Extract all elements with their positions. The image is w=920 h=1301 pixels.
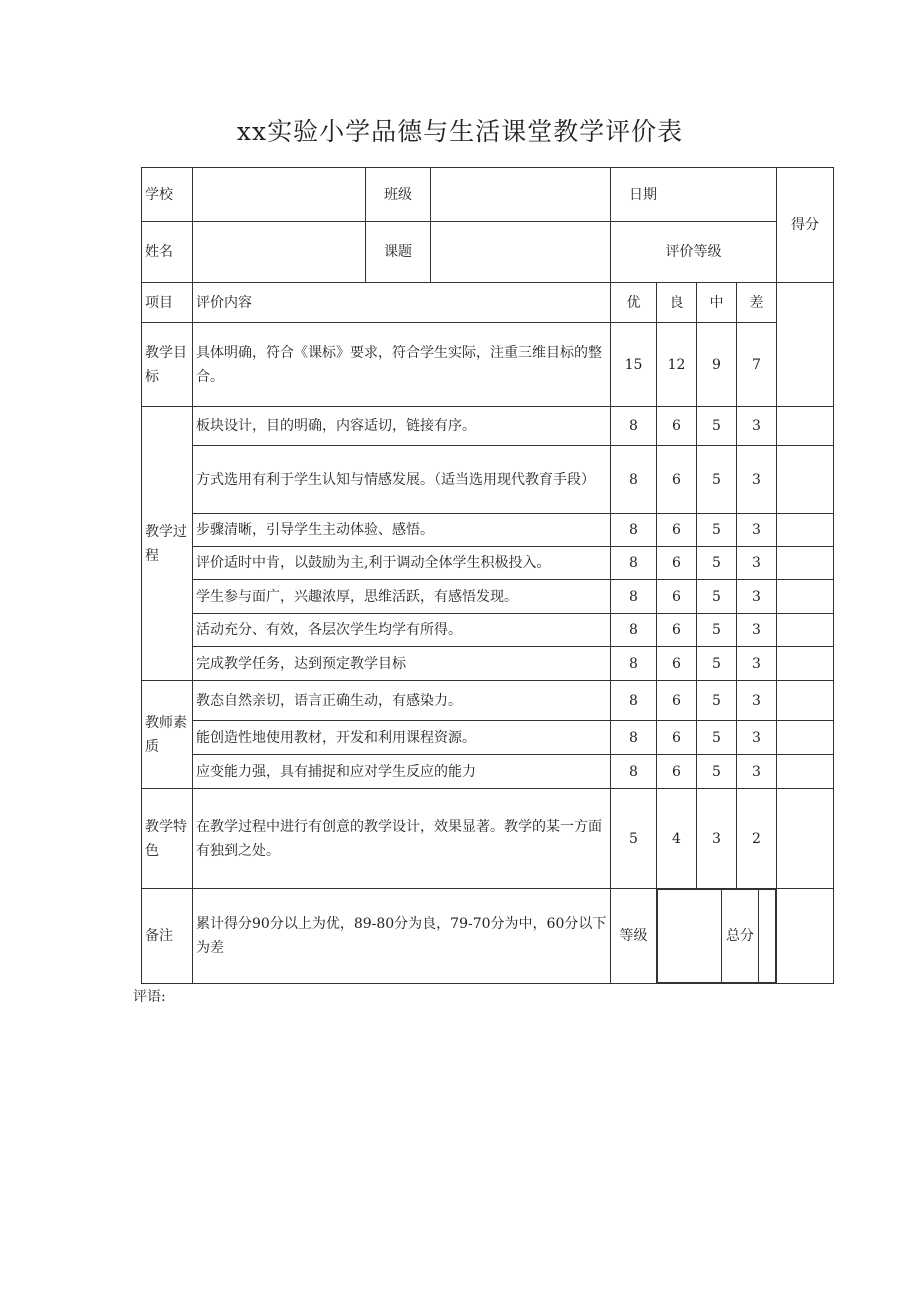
spacer	[759, 890, 776, 983]
score-excellent: 8	[611, 407, 657, 446]
score-poor: 3	[737, 547, 777, 580]
criterion-text: 应变能力强，具有捕捉和应对学生反应的能力	[193, 755, 611, 789]
score-medium: 9	[697, 323, 737, 407]
grade-level-label: 评价等级	[611, 222, 777, 283]
score-excellent: 15	[611, 323, 657, 407]
score-input[interactable]	[777, 755, 834, 789]
total-input[interactable]	[777, 889, 834, 984]
score-poor: 3	[737, 514, 777, 547]
table-row	[142, 681, 834, 721]
score-input[interactable]	[777, 580, 834, 614]
page-title: xx实验小学品德与生活课堂教学评价表	[236, 117, 684, 146]
grade-total-cell	[657, 889, 777, 984]
grade-total-subtable	[657, 889, 776, 983]
school-label: 学校	[142, 168, 193, 222]
date-label: 日期	[629, 186, 657, 203]
score-good: 6	[657, 580, 697, 614]
score-excellent: 8	[611, 755, 657, 789]
criterion-text: 完成教学任务，达到预定教学目标	[193, 647, 611, 681]
section-label-teacher: 教师素质	[142, 681, 193, 789]
score-excellent: 8	[611, 721, 657, 755]
score-good: 6	[657, 721, 697, 755]
comment-label: 评语:	[133, 989, 166, 1005]
section-label-goal: 教学目标	[142, 323, 193, 407]
name-input[interactable]	[193, 222, 366, 283]
remark-row	[142, 889, 834, 984]
criterion-text: 在教学过程中进行有创意的教学设计，效果显著。教学的某一方面有独到之处。	[193, 789, 611, 889]
score-good: 6	[657, 407, 697, 446]
col-good: 良	[657, 283, 697, 323]
score-input[interactable]	[777, 514, 834, 547]
score-good: 6	[657, 547, 697, 580]
score-medium: 5	[697, 614, 737, 647]
class-input[interactable]	[431, 168, 611, 222]
criterion-text: 板块设计，目的明确，内容适切，链接有序。	[193, 407, 611, 446]
criterion-text: 步骤清晰，引导学生主动体验、感悟。	[193, 514, 611, 547]
table-row	[142, 789, 834, 889]
header-row-school	[142, 168, 834, 222]
col-poor: 差	[737, 283, 777, 323]
table-row	[142, 446, 834, 514]
score-medium: 5	[697, 580, 737, 614]
evaluation-table	[141, 167, 834, 984]
score-input[interactable]	[777, 721, 834, 755]
score-medium: 5	[697, 514, 737, 547]
col-medium: 中	[697, 283, 737, 323]
score-poor: 7	[737, 323, 777, 407]
criterion-text: 教态自然亲切，语言正确生动，有感染力。	[193, 681, 611, 721]
score-input[interactable]	[777, 547, 834, 580]
score-cell-goal[interactable]	[777, 283, 834, 407]
score-input[interactable]	[777, 647, 834, 681]
score-medium: 5	[697, 446, 737, 514]
score-medium: 5	[697, 407, 737, 446]
col-item: 项目	[142, 283, 193, 323]
table-row	[142, 721, 834, 755]
score-poor: 3	[737, 446, 777, 514]
topic-label: 课题	[366, 222, 431, 283]
table-row	[142, 647, 834, 681]
score-good: 6	[657, 446, 697, 514]
table-row	[142, 580, 834, 614]
score-input[interactable]	[777, 446, 834, 514]
criterion-text: 学生参与面广，兴趣浓厚，思维活跃，有感悟发现。	[193, 580, 611, 614]
score-poor: 2	[737, 789, 777, 889]
score-excellent: 8	[611, 614, 657, 647]
score-poor: 3	[737, 407, 777, 446]
score-excellent: 5	[611, 789, 657, 889]
header-row-name	[142, 222, 834, 283]
score-good: 12	[657, 323, 697, 407]
section-label-feature: 教学特色	[142, 789, 193, 889]
class-label: 班级	[366, 168, 431, 222]
score-poor: 3	[737, 755, 777, 789]
score-medium: 5	[697, 681, 737, 721]
score-input[interactable]	[777, 407, 834, 446]
score-label: 得分	[777, 168, 834, 283]
column-heading-row	[142, 283, 834, 323]
school-input[interactable]	[193, 168, 366, 222]
criterion-text: 评价适时中肯，以鼓励为主,利于调动全体学生积极投入。	[193, 547, 611, 580]
score-medium: 5	[697, 547, 737, 580]
criterion-text: 方式选用有利于学生认知与情感发展。（适当选用现代教育手段）	[193, 446, 611, 514]
remark-label: 备注	[142, 889, 193, 984]
score-medium: 3	[697, 789, 737, 889]
table-row	[142, 407, 834, 446]
score-excellent: 8	[611, 580, 657, 614]
score-poor: 3	[737, 647, 777, 681]
table-row	[142, 614, 834, 647]
score-excellent: 8	[611, 514, 657, 547]
grade-input[interactable]	[658, 890, 722, 983]
topic-input[interactable]	[431, 222, 611, 283]
score-medium: 5	[697, 721, 737, 755]
date-cell[interactable]	[611, 168, 777, 222]
score-medium: 5	[697, 755, 737, 789]
score-excellent: 8	[611, 647, 657, 681]
remark-text: 累计得分90分以上为优，89-80分为良，79-70分为中，60分以下为差	[193, 889, 611, 984]
name-label: 姓名	[142, 222, 193, 283]
score-excellent: 8	[611, 681, 657, 721]
score-good: 6	[657, 681, 697, 721]
score-medium: 5	[697, 647, 737, 681]
table-row	[142, 547, 834, 580]
score-good: 4	[657, 789, 697, 889]
section-label-process: 教学过程	[142, 407, 193, 681]
grade-label: 等级	[611, 889, 657, 984]
table-row	[142, 514, 834, 547]
score-good: 6	[657, 647, 697, 681]
total-label: 总分	[722, 890, 759, 983]
score-poor: 3	[737, 681, 777, 721]
score-good: 6	[657, 755, 697, 789]
criterion-text: 具体明确，符合《课标》要求，符合学生实际，注重三维目标的整合。	[193, 323, 611, 407]
col-content: 评价内容	[193, 283, 611, 323]
criterion-text: 能创造性地使用教材，开发和利用课程资源。	[193, 721, 611, 755]
table-row	[142, 755, 834, 789]
score-poor: 3	[737, 580, 777, 614]
score-good: 6	[657, 614, 697, 647]
col-excellent: 优	[611, 283, 657, 323]
score-excellent: 8	[611, 547, 657, 580]
score-input[interactable]	[777, 614, 834, 647]
criterion-text: 活动充分、有效，各层次学生均学有所得。	[193, 614, 611, 647]
table-row	[142, 323, 834, 407]
score-poor: 3	[737, 721, 777, 755]
score-poor: 3	[737, 614, 777, 647]
score-input[interactable]	[777, 789, 834, 889]
score-good: 6	[657, 514, 697, 547]
score-input[interactable]	[777, 681, 834, 721]
score-excellent: 8	[611, 446, 657, 514]
